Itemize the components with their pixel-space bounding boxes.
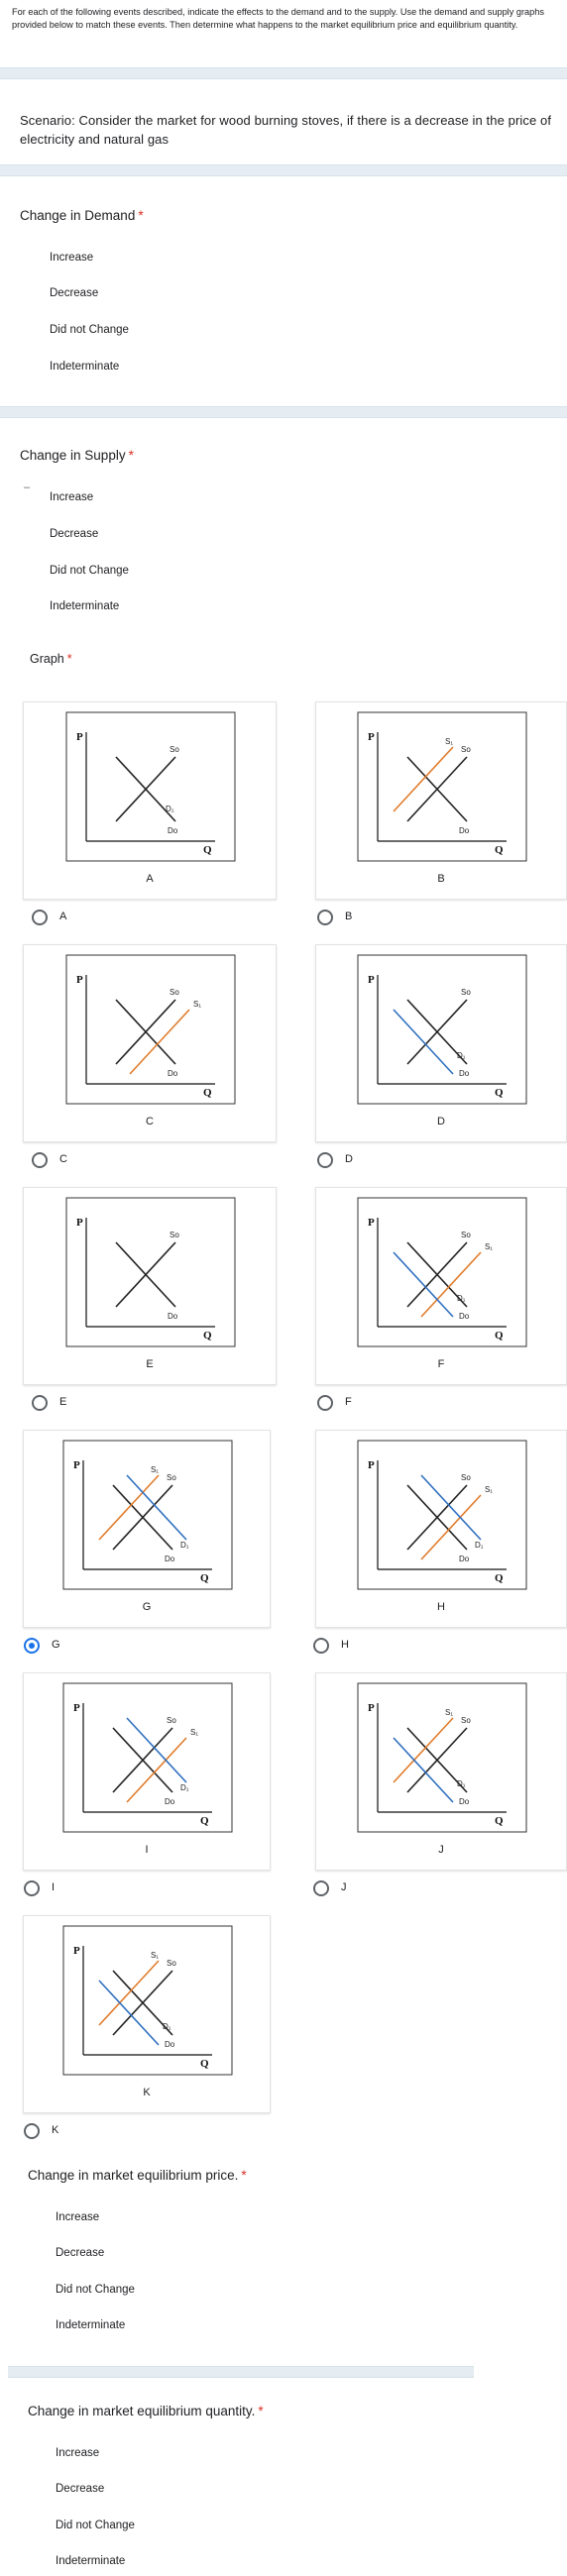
graph-image-b xyxy=(316,702,567,866)
graph-card-d[interactable] xyxy=(315,944,567,1142)
scenario-text: Scenario: Consider the market for wood burning stoves, if there is a decrease in the price of electricity and natural gas xyxy=(20,113,552,147)
graph-image-h xyxy=(316,1431,567,1594)
curve-label-s0: So xyxy=(170,988,179,997)
graph-radio-label-e[interactable]: E xyxy=(59,1396,67,1408)
axis-label-q: Q xyxy=(203,844,212,856)
curve-label-d0: Do xyxy=(168,1312,178,1321)
graph-card-label: C xyxy=(146,1116,154,1127)
curve-label-d1: D₁ xyxy=(457,1779,466,1788)
dash-mark: – xyxy=(24,482,31,493)
graph-card-label: B xyxy=(437,873,445,885)
curve-label-s1: S₁ xyxy=(485,1485,494,1494)
axis-label-p: P xyxy=(368,1702,375,1714)
axis-label-p: P xyxy=(73,1702,80,1714)
curve-s1 xyxy=(421,1495,481,1559)
axis-label-q: Q xyxy=(495,844,504,856)
graph-radio-g[interactable] xyxy=(24,1638,40,1654)
curve-label-s0: So xyxy=(167,1473,176,1482)
graph-radio-label-j[interactable]: J xyxy=(341,1881,347,1893)
graph-radio-b[interactable] xyxy=(317,910,333,925)
price-question-title: Change in market equilibrium price. * xyxy=(28,2168,247,2183)
curve-s1 xyxy=(130,1010,189,1074)
price-option-increase[interactable]: Increase xyxy=(56,2211,100,2223)
curve-label-s1: S₁ xyxy=(445,1708,454,1717)
axis-label-q: Q xyxy=(200,2058,209,2070)
axis-label-p: P xyxy=(368,1459,375,1471)
curve-label-d0: Do xyxy=(459,1312,470,1321)
curve-label-s0: So xyxy=(461,745,471,754)
axis-label-p: P xyxy=(368,974,375,986)
graph-frame xyxy=(63,1683,232,1832)
quantity-option-no-change[interactable]: Did not Change xyxy=(56,2520,135,2531)
price-option-decrease[interactable]: Decrease xyxy=(56,2247,105,2259)
quantity-question-title: Change in market equilibrium quantity. * xyxy=(28,2404,264,2418)
curve-label-d0: Do xyxy=(459,1797,470,1806)
curve-label-d0: Do xyxy=(165,2040,175,2049)
demand-option-indeterminate[interactable]: Indeterminate xyxy=(50,361,120,373)
curve-d1 xyxy=(127,1475,186,1540)
graph-radio-label-c[interactable]: C xyxy=(59,1153,67,1165)
graph-radio-i[interactable] xyxy=(24,1880,40,1896)
axis-label-p: P xyxy=(76,1217,83,1229)
axis-label-q: Q xyxy=(200,1572,209,1584)
curve-label-d1: D₁ xyxy=(180,1783,189,1792)
axis-label-p: P xyxy=(73,1459,80,1471)
graph-question-title: Graph * xyxy=(30,652,72,666)
graph-card-h[interactable] xyxy=(315,1430,567,1628)
graph-card-e[interactable] xyxy=(23,1187,277,1385)
axis-label-p: P xyxy=(76,974,83,986)
curve-label-d0: Do xyxy=(459,826,470,835)
curve-label-s1: S₁ xyxy=(151,1465,160,1474)
graph-card-f[interactable] xyxy=(315,1187,567,1385)
axis-label-q: Q xyxy=(495,1330,504,1342)
curve-label-d0: Do xyxy=(168,1069,178,1078)
curve-label-d0: Do xyxy=(168,826,178,835)
graph-card-b[interactable] xyxy=(315,701,567,900)
graph-image-c xyxy=(24,945,278,1109)
graph-card-c[interactable] xyxy=(23,944,277,1142)
curve-s1 xyxy=(421,1252,481,1317)
graph-radio-f[interactable] xyxy=(317,1395,333,1411)
instructions-text: For each of the following events described, indicate the effects to the demand and to the supply. Use the demand and supply graphs provided below to match these events. Then determine what happens to the market equilibrium price and equilibrium quantity. xyxy=(12,7,544,30)
graph-card-label: D xyxy=(437,1116,445,1127)
graph-frame xyxy=(66,1198,235,1346)
curve-d1 xyxy=(394,1252,453,1317)
axis-label-p: P xyxy=(368,731,375,743)
curve-label-s1: S₁ xyxy=(485,1242,494,1251)
curve-label-s0: So xyxy=(461,1716,471,1725)
graph-frame xyxy=(63,1441,232,1589)
graph-radio-a[interactable] xyxy=(32,910,48,925)
graph-image-f xyxy=(316,1188,567,1351)
graph-radio-j[interactable] xyxy=(313,1880,329,1896)
curve-s1 xyxy=(99,1475,159,1540)
graph-image-e xyxy=(24,1188,278,1351)
curve-label-s1: S₁ xyxy=(445,737,454,746)
curve-s1 xyxy=(394,1718,453,1782)
axis-label-q: Q xyxy=(495,1815,504,1827)
axis-label-q: Q xyxy=(495,1087,504,1099)
curve-label-d0: Do xyxy=(459,1555,470,1563)
graph-frame xyxy=(63,1926,232,2075)
graph-card-label: G xyxy=(142,1601,152,1613)
curve-label-d1: D₁ xyxy=(475,1541,484,1550)
curve-label-d0: Do xyxy=(165,1555,175,1563)
curve-label-d1: D₁ xyxy=(166,805,174,813)
graph-card-label: F xyxy=(437,1358,445,1370)
graph-radio-label-f[interactable]: F xyxy=(345,1396,352,1408)
graph-card-label: I xyxy=(145,1844,149,1856)
curve-label-d1: D₁ xyxy=(180,1541,189,1550)
section-divider xyxy=(0,67,567,79)
curve-label-d1: D₁ xyxy=(457,1051,466,1060)
price-option-no-change[interactable]: Did not Change xyxy=(56,2284,135,2296)
graph-image-i xyxy=(24,1673,272,1837)
graph-radio-label-d[interactable]: D xyxy=(345,1153,353,1165)
graph-card-label: E xyxy=(146,1358,154,1370)
graph-card-j[interactable] xyxy=(315,1672,567,1871)
graph-frame xyxy=(66,712,235,861)
graph-card-label: H xyxy=(437,1601,445,1613)
graph-radio-label-h[interactable]: H xyxy=(341,1639,349,1651)
curve-label-s0: So xyxy=(461,1231,471,1239)
graph-card-i[interactable] xyxy=(23,1672,271,1871)
graph-frame xyxy=(358,1198,526,1346)
graph-image-k xyxy=(24,1916,272,2080)
curve-label-s1: S₁ xyxy=(151,1951,160,1960)
curve-label-s0: So xyxy=(461,1473,471,1482)
quantity-option-increase[interactable]: Increase xyxy=(56,2447,100,2459)
graph-frame xyxy=(358,955,526,1104)
supply-option-no-change[interactable]: Did not Change xyxy=(50,565,129,577)
curve-d1 xyxy=(421,1475,481,1540)
curve-label-s0: So xyxy=(167,1716,176,1725)
graph-card-label: J xyxy=(438,1844,444,1856)
graph-card-label: K xyxy=(143,2087,151,2098)
supply-option-increase[interactable]: Increase xyxy=(50,491,94,503)
graph-image-d xyxy=(316,945,567,1109)
supply-option-decrease[interactable]: Decrease xyxy=(50,528,99,540)
quantity-option-indeterminate[interactable]: Indeterminate xyxy=(56,2555,126,2567)
graph-frame xyxy=(358,712,526,861)
curve-d1 xyxy=(394,1010,453,1074)
graph-radio-label-b[interactable]: B xyxy=(345,911,353,922)
graph-frame xyxy=(358,1441,526,1589)
curve-label-s1: S₁ xyxy=(193,1000,202,1009)
graph-frame xyxy=(66,955,235,1104)
axis-label-p: P xyxy=(76,731,83,743)
graph-radio-h[interactable] xyxy=(313,1638,329,1654)
section-divider xyxy=(0,164,567,176)
graph-frame xyxy=(358,1683,526,1832)
curve-label-s0: So xyxy=(461,988,471,997)
curve-s1 xyxy=(394,747,453,811)
axis-label-p: P xyxy=(73,1945,80,1957)
graph-radio-c[interactable] xyxy=(32,1152,48,1168)
axis-label-q: Q xyxy=(495,1572,504,1584)
section-divider xyxy=(8,2366,474,2378)
graph-card-label: A xyxy=(146,873,154,885)
graph-radio-d[interactable] xyxy=(317,1152,333,1168)
curve-d1 xyxy=(127,1718,186,1782)
demand-question-title: Change in Demand * xyxy=(20,208,144,223)
curve-d1 xyxy=(394,1738,453,1802)
curve-label-d0: Do xyxy=(165,1797,175,1806)
graph-card-k[interactable] xyxy=(23,1915,271,2113)
graph-radio-label-a[interactable]: A xyxy=(59,911,67,922)
curve-d1 xyxy=(99,1981,159,2045)
axis-label-q: Q xyxy=(203,1330,212,1342)
axis-label-p: P xyxy=(368,1217,375,1229)
graph-radio-e[interactable] xyxy=(32,1395,48,1411)
demand-option-decrease[interactable]: Decrease xyxy=(50,287,99,299)
axis-label-q: Q xyxy=(200,1815,209,1827)
graph-image-a xyxy=(24,702,278,866)
section-divider xyxy=(0,406,567,418)
curve-label-d0: Do xyxy=(459,1069,470,1078)
supply-question-title: Change in Supply * xyxy=(20,448,134,463)
curve-s1 xyxy=(127,1738,186,1802)
curve-label-s0: So xyxy=(170,745,179,754)
curve-label-s1: S₁ xyxy=(190,1728,199,1737)
demand-option-no-change[interactable]: Did not Change xyxy=(50,324,129,336)
graph-card-g[interactable] xyxy=(23,1430,271,1628)
axis-label-q: Q xyxy=(203,1087,212,1099)
curve-s1 xyxy=(99,1961,159,2025)
demand-option-increase[interactable]: Increase xyxy=(50,252,94,264)
graph-image-g xyxy=(24,1431,272,1594)
price-option-indeterminate[interactable]: Indeterminate xyxy=(56,2319,126,2331)
graph-radio-label-k[interactable]: K xyxy=(52,2124,59,2136)
quantity-option-decrease[interactable]: Decrease xyxy=(56,2483,105,2495)
graph-radio-k[interactable] xyxy=(24,2123,40,2139)
graph-image-j xyxy=(316,1673,567,1837)
curve-label-d1: D₁ xyxy=(163,2022,171,2031)
supply-option-indeterminate[interactable]: Indeterminate xyxy=(50,600,120,612)
graph-radio-label-g[interactable]: G xyxy=(52,1639,60,1651)
curve-label-s0: So xyxy=(167,1959,176,1968)
graph-card-a[interactable] xyxy=(23,701,277,900)
curve-label-d1: D₁ xyxy=(457,1294,466,1303)
curve-label-s0: So xyxy=(170,1231,179,1239)
graph-radio-label-i[interactable]: I xyxy=(52,1881,56,1893)
